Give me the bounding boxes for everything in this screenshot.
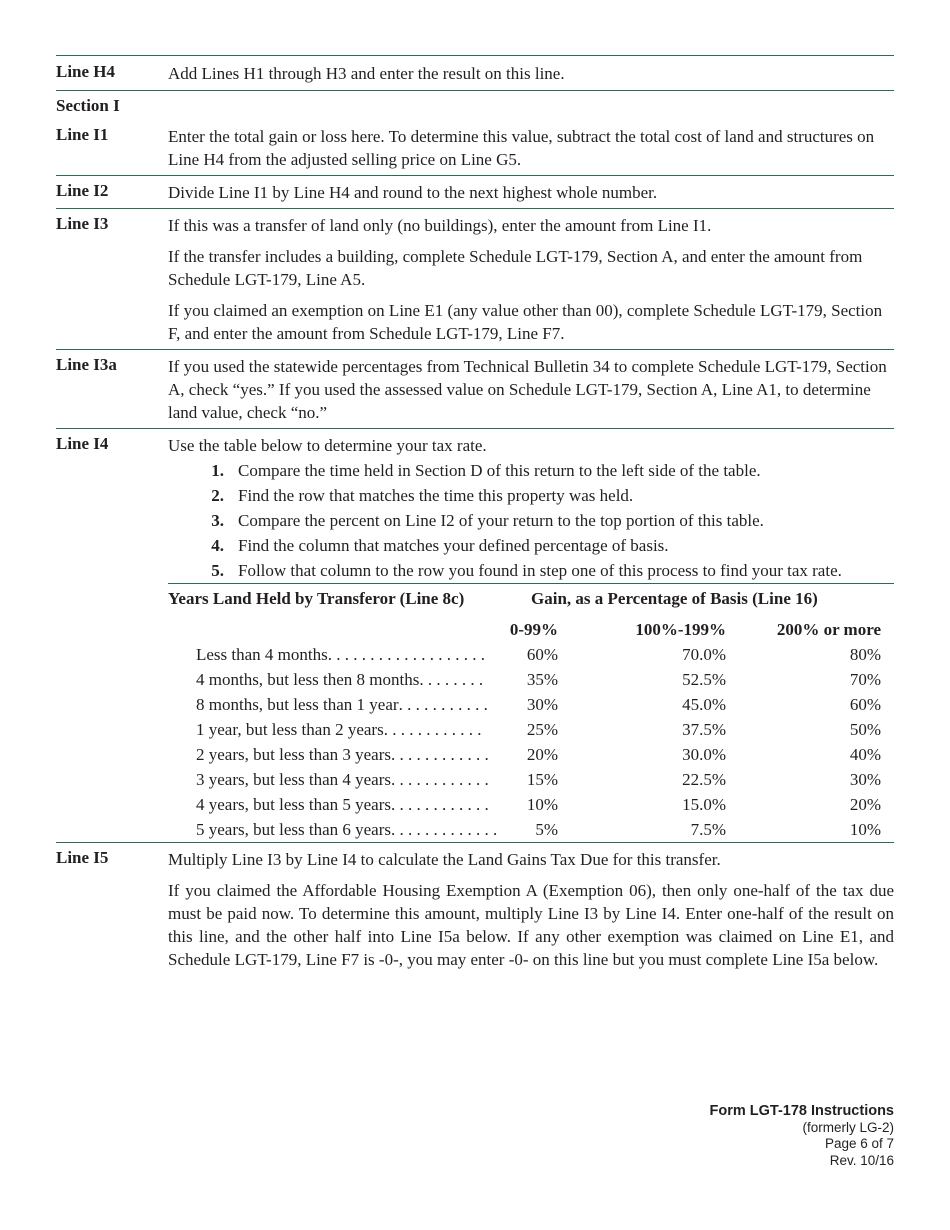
line-text: If you used the statewide percentages from Technical Bulletin 34 to complete Schedule LGT-179, Section A, check “yes.” If you used the assessed value on Schedule LGT-179, Section A, Line A1, to determine land value, check “no.” bbox=[168, 357, 887, 422]
row-leader-dots: . . . . . . . . bbox=[419, 670, 484, 689]
rate-100-199: 45.0% bbox=[682, 695, 726, 714]
row-leader-dots: . . . . . . . . . . . . bbox=[390, 745, 489, 764]
line-label: Line I5 bbox=[56, 848, 109, 867]
rate-0-99: 25% bbox=[526, 720, 558, 739]
revision: Rev. 10/16 bbox=[829, 1152, 894, 1168]
section-heading: Section I bbox=[56, 96, 120, 115]
formerly-note: (formerly LG-2) bbox=[802, 1119, 894, 1135]
row-period: 8 months, but less than 1 year bbox=[196, 695, 399, 714]
rate-200-plus: 70% bbox=[849, 670, 881, 689]
rate-200-plus: 60% bbox=[849, 695, 881, 714]
instructions-page bbox=[56, 55, 894, 971]
page-number: Page 6 of 7 bbox=[824, 1136, 894, 1151]
rate-100-199: 7.5% bbox=[690, 820, 726, 839]
line-text: Divide Line I1 by Line H4 and round to the next highest whole number. bbox=[168, 183, 658, 202]
rate-0-99: 35% bbox=[526, 670, 558, 689]
line-text: If you claimed the Affordable Housing Exemption A (Exemption 06), then only one-half of the tax due must be paid now. To determine this amount, multiply Line I3 by Line I4. Enter one-half of the result on this line, and the other half into Line I5a below. If any other exemption was claimed on Line E1, and Schedule LGT-179, Line F7 is -0-, you may enter -0- on this line but you must complete Line I5a below. bbox=[168, 881, 894, 969]
row-leader-dots: . . . . . . . . . . . . . bbox=[390, 820, 498, 839]
rate-200-plus: 80% bbox=[849, 645, 881, 664]
table-header-right: Gain, as a Percentage of Basis (Line 16) bbox=[531, 589, 818, 608]
rate-100-199: 15.0% bbox=[682, 795, 726, 814]
rate-100-199: 37.5% bbox=[682, 720, 726, 739]
table-row bbox=[168, 667, 894, 692]
line-i2 bbox=[56, 176, 894, 208]
rate-0-99: 20% bbox=[526, 745, 558, 764]
row-leader-dots: . . . . . . . . . . . . bbox=[390, 770, 489, 789]
line-text: If this was a transfer of land only (no buildings), enter the amount from Line I1. bbox=[168, 216, 712, 235]
line-label: Line I1 bbox=[56, 125, 109, 144]
rate-100-199: 70.0% bbox=[682, 645, 726, 664]
line-label: Line I3a bbox=[56, 355, 117, 374]
row-period: 1 year, but less than 2 years bbox=[196, 720, 384, 739]
row-period: 4 months, but less then 8 months bbox=[196, 670, 420, 689]
row-leader-dots: . . . . . . . . . . . bbox=[398, 695, 488, 714]
row-period: 2 years, but less than 3 years bbox=[196, 745, 391, 764]
line-i1 bbox=[56, 116, 894, 175]
table-row bbox=[168, 817, 894, 842]
rate-0-99: 10% bbox=[526, 795, 558, 814]
page-footer bbox=[710, 1103, 895, 1169]
rate-200-plus: 10% bbox=[849, 820, 881, 839]
step-item: 2. Find the row that matches the time this property was held. bbox=[211, 486, 634, 505]
row-period: 5 years, but less than 6 years bbox=[196, 820, 391, 839]
rate-200-plus: 30% bbox=[849, 770, 881, 789]
rate-200-plus: 40% bbox=[849, 745, 881, 764]
col-header: 0-99% bbox=[509, 620, 558, 639]
row-leader-dots: . . . . . . . . . . . . . . . . . . . bbox=[327, 645, 485, 664]
line-label: Line I3 bbox=[56, 214, 109, 233]
rate-0-99: 5% bbox=[535, 820, 558, 839]
line-text: Enter the total gain or loss here. To determine this value, subtract the total cost of land and structures on Line H4 from the adjusted selling price on Line G5. bbox=[168, 127, 875, 169]
rate-100-199: 30.0% bbox=[682, 745, 726, 764]
tax-rate-table bbox=[168, 583, 894, 842]
table-row bbox=[168, 642, 894, 667]
table-body bbox=[168, 642, 894, 842]
line-text: If the transfer includes a building, complete Schedule LGT-179, Section A, and enter the amount from Schedule LGT-179, Line A5. bbox=[168, 247, 863, 289]
row-leader-dots: . . . . . . . . . . . . bbox=[383, 720, 482, 739]
rate-0-99: 60% bbox=[526, 645, 558, 664]
table-column-headers bbox=[168, 614, 894, 642]
table-row bbox=[168, 717, 894, 742]
col-header: 200% or more bbox=[776, 620, 881, 639]
line-label: Line H4 bbox=[56, 62, 116, 81]
table-row bbox=[168, 767, 894, 792]
col-header: 100%-199% bbox=[635, 620, 726, 639]
rate-0-99: 15% bbox=[526, 770, 558, 789]
table-row bbox=[168, 692, 894, 717]
rate-200-plus: 50% bbox=[849, 720, 881, 739]
table-row bbox=[168, 792, 894, 817]
line-i3a bbox=[56, 350, 894, 428]
rate-0-99: 30% bbox=[526, 695, 558, 714]
row-leader-dots: . . . . . . . . . . . . bbox=[390, 795, 489, 814]
line-label: Line I4 bbox=[56, 434, 109, 453]
row-period: 3 years, but less than 4 years bbox=[196, 770, 391, 789]
line-i3 bbox=[56, 209, 894, 349]
line-h4 bbox=[56, 56, 894, 90]
step-item: 4. Find the column that matches your defined percentage of basis. bbox=[211, 536, 669, 555]
step-item: 5. Follow that column to the row you found in step one of this process to find your tax rate. bbox=[211, 561, 842, 580]
row-period: 4 years, but less than 5 years bbox=[196, 795, 391, 814]
step-item: 3. Compare the percent on Line I2 of your return to the top portion of this table. bbox=[211, 511, 764, 530]
step-item: 1. Compare the time held in Section D of this return to the left side of the table. bbox=[211, 461, 761, 480]
line-label: Line I2 bbox=[56, 181, 109, 200]
line-text: Add Lines H1 through H3 and enter the result on this line. bbox=[168, 64, 565, 83]
line-text: If you claimed an exemption on Line E1 (any value other than 00), complete Schedule LGT-179, Section F, and enter the amount from Schedule LGT-179, Line F7. bbox=[168, 301, 883, 343]
rate-100-199: 52.5% bbox=[682, 670, 726, 689]
line-text: Use the table below to determine your tax rate. bbox=[168, 436, 487, 455]
table-row bbox=[168, 742, 894, 767]
table-header-left: Years Land Held by Transferor (Line 8c) bbox=[168, 589, 465, 608]
steps-list bbox=[168, 458, 894, 583]
rate-100-199: 22.5% bbox=[682, 770, 726, 789]
line-i4 bbox=[56, 429, 894, 583]
row-period: Less than 4 months bbox=[196, 645, 328, 664]
form-title: Form LGT-178 Instructions bbox=[709, 1103, 894, 1119]
line-text: Multiply Line I3 by Line I4 to calculate the Land Gains Tax Due for this transfer. bbox=[168, 850, 721, 869]
rate-200-plus: 20% bbox=[849, 795, 881, 814]
line-i5 bbox=[56, 843, 894, 971]
table-header bbox=[168, 584, 894, 614]
